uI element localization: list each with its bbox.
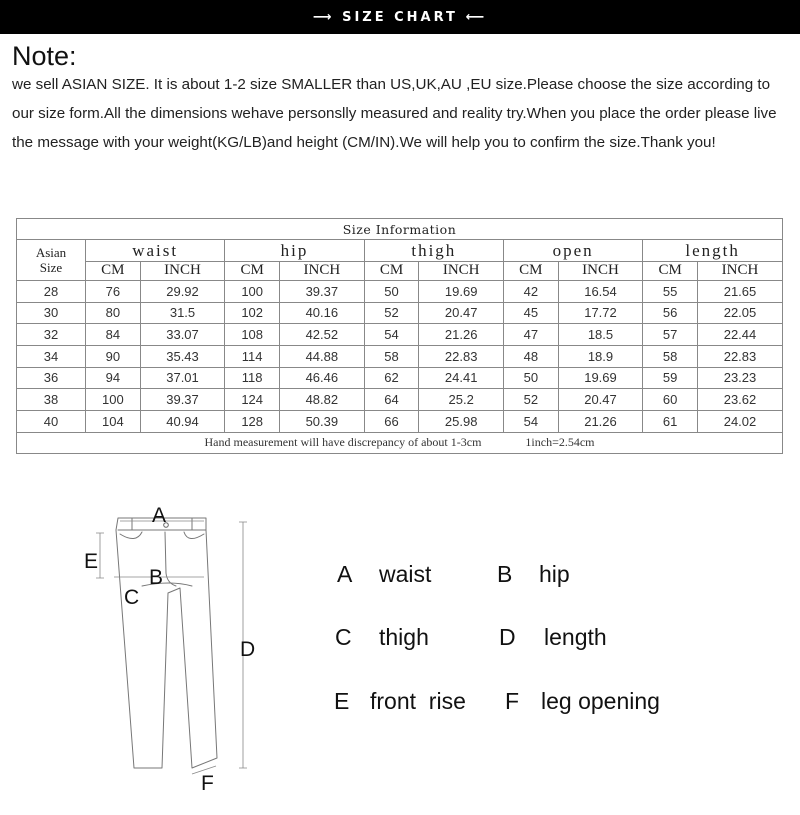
table-cell: 42.52 [280, 324, 365, 346]
table-cell: 40.94 [140, 410, 225, 432]
table-cell: 39.37 [140, 389, 225, 411]
table-cell: 18.5 [558, 324, 643, 346]
table-cell: 104 [86, 410, 141, 432]
table-row [17, 324, 783, 346]
unit-header: INCH [419, 261, 504, 280]
table-cell: 61 [643, 410, 698, 432]
unit-header: INCH [280, 261, 365, 280]
pants-measurement-diagram [80, 498, 280, 798]
table-row [17, 410, 783, 432]
table-cell: 47 [503, 324, 558, 346]
table-cell: 60 [643, 389, 698, 411]
table-cell: 39.37 [280, 281, 365, 303]
legend-item-thigh [335, 624, 429, 651]
table-cell: 22.83 [698, 345, 783, 367]
table-cell: 80 [86, 302, 141, 324]
table-cell: 66 [364, 410, 419, 432]
table-cell: 19.69 [419, 281, 504, 303]
table-cell: 21.26 [558, 410, 643, 432]
table-row [17, 302, 783, 324]
asian-size-header [17, 240, 86, 281]
header-title-text: SIZE CHART [342, 9, 458, 25]
unit-header: CM [86, 261, 141, 280]
table-cell: 19.69 [558, 367, 643, 389]
table-cell: 94 [86, 367, 141, 389]
table-cell: 118 [225, 367, 280, 389]
legend-letter: B [497, 561, 513, 587]
unit-header: INCH [558, 261, 643, 280]
legend-text: leg opening [541, 688, 660, 714]
table-cell: 22.83 [419, 345, 504, 367]
table-cell: 124 [225, 389, 280, 411]
table-cell: 36 [17, 367, 86, 389]
table-cell: 37.01 [140, 367, 225, 389]
table-row [17, 345, 783, 367]
table-cell: 58 [643, 345, 698, 367]
table-cell: 114 [225, 345, 280, 367]
fly-line [165, 532, 176, 586]
table-cell: 62 [364, 367, 419, 389]
footnote-conversion: 1inch=2.54cm [525, 435, 595, 450]
table-cell: 20.47 [558, 389, 643, 411]
table-row [17, 389, 783, 411]
table-row [17, 281, 783, 303]
table-cell: 45 [503, 302, 558, 324]
unit-header: CM [225, 261, 280, 280]
table-cell: 57 [643, 324, 698, 346]
table-caption: Size Information [17, 219, 783, 240]
diagram-label-e: E [84, 550, 99, 573]
table-cell: 84 [86, 324, 141, 346]
group-header-length: length [643, 240, 783, 261]
legend-letter: A [337, 561, 353, 587]
group-header-hip: hip [225, 240, 364, 261]
table-cell: 16.54 [558, 281, 643, 303]
legend-letter: C [335, 624, 352, 650]
unit-header: INCH [698, 261, 783, 280]
diagram-label-d: D [240, 638, 256, 661]
legend-letter: F [505, 688, 520, 714]
pocket-left [120, 532, 142, 539]
table-cell: 59 [643, 367, 698, 389]
group-header-open: open [503, 240, 642, 261]
right-arrow-icon: ⟵ [465, 9, 488, 25]
table-cell: 22.44 [698, 324, 783, 346]
table-cell: 25.2 [419, 389, 504, 411]
diagram-label-b: B [149, 566, 164, 589]
table-cell: 56 [643, 302, 698, 324]
unit-header: CM [364, 261, 419, 280]
legend-item-waist [337, 561, 431, 588]
table-row [17, 367, 783, 389]
pants-outline [116, 518, 217, 768]
unit-header-row [17, 261, 783, 280]
diagram-label-c: C [124, 586, 140, 609]
diagram-label-f: F [201, 772, 214, 795]
table-cell: 20.47 [419, 302, 504, 324]
table-cell: 35.43 [140, 345, 225, 367]
legend-text: length [544, 624, 607, 650]
table-cell: 54 [364, 324, 419, 346]
legend-item-length [499, 624, 607, 651]
table-cell: 24.41 [419, 367, 504, 389]
table-cell: 100 [86, 389, 141, 411]
size-chart-title [313, 10, 487, 25]
note-heading: Note: [12, 41, 77, 71]
table-cell: 128 [225, 410, 280, 432]
table-cell: 52 [503, 389, 558, 411]
legend-item-hip [497, 561, 570, 588]
table-cell: 32 [17, 324, 86, 346]
group-header-thigh: thigh [364, 240, 503, 261]
table-cell: 100 [225, 281, 280, 303]
diagram-label-a: A [152, 504, 167, 527]
legend-item-leg-opening [505, 688, 660, 715]
table-cell: 30 [17, 302, 86, 324]
legend-text: hip [539, 561, 570, 587]
size-information-table [16, 218, 783, 454]
unit-header: CM [503, 261, 558, 280]
legend-text: waist [379, 561, 432, 587]
legend-text: front rise [370, 688, 466, 714]
table-cell: 28 [17, 281, 86, 303]
table-cell: 54 [503, 410, 558, 432]
table-cell: 31.5 [140, 302, 225, 324]
table-cell: 52 [364, 302, 419, 324]
group-header-waist: waist [86, 240, 225, 261]
table-cell: 38 [17, 389, 86, 411]
table-footnote [17, 432, 783, 453]
size-label: Size [39, 260, 63, 276]
table-cell: 50 [503, 367, 558, 389]
table-cell: 46.46 [280, 367, 365, 389]
table-cell: 17.72 [558, 302, 643, 324]
table-cell: 102 [225, 302, 280, 324]
table-cell: 29.92 [140, 281, 225, 303]
legend-text: thigh [379, 624, 429, 650]
table-cell: 34 [17, 345, 86, 367]
legend-item-front-rise [334, 688, 466, 715]
table-cell: 21.26 [419, 324, 504, 346]
table-cell: 76 [86, 281, 141, 303]
table-cell: 58 [364, 345, 419, 367]
table-cell: 90 [86, 345, 141, 367]
table-cell: 44.88 [280, 345, 365, 367]
table-cell: 25.98 [419, 410, 504, 432]
table-cell: 23.62 [698, 389, 783, 411]
table-cell: 48 [503, 345, 558, 367]
table-cell: 50.39 [280, 410, 365, 432]
footnote-discrepancy: Hand measurement will have discrepancy of about 1-3cm [204, 435, 482, 450]
table-cell: 64 [364, 389, 419, 411]
table-cell: 48.82 [280, 389, 365, 411]
table-cell: 55 [643, 281, 698, 303]
left-arrow-icon: ⟶ [312, 9, 335, 25]
legend-letter: E [334, 688, 350, 714]
unit-header: CM [643, 261, 698, 280]
table-cell: 40 [17, 410, 86, 432]
table-cell: 40.16 [280, 302, 365, 324]
table-cell: 23.23 [698, 367, 783, 389]
note-body: we sell ASIAN SIZE. It is about 1-2 size SMALLER than US,UK,AU ,EU size.Please choose the size according to our size form.All the dimensions wehave personslly measured and reality try.When you place the order please live the message with your weight(KG/LB)and height (CM/IN).We will help you to confirm the size.Thank you! [12, 76, 777, 151]
table-cell: 33.07 [140, 324, 225, 346]
size-chart-header [0, 0, 800, 34]
table-cell: 24.02 [698, 410, 783, 432]
table-cell: 22.05 [698, 302, 783, 324]
table-cell: 18.9 [558, 345, 643, 367]
unit-header: INCH [140, 261, 225, 280]
legend-letter: D [499, 624, 516, 650]
asian-label: Asian [35, 245, 67, 261]
pocket-right [184, 532, 204, 539]
table-cell: 21.65 [698, 281, 783, 303]
table-cell: 50 [364, 281, 419, 303]
table-cell: 42 [503, 281, 558, 303]
table-cell: 108 [225, 324, 280, 346]
